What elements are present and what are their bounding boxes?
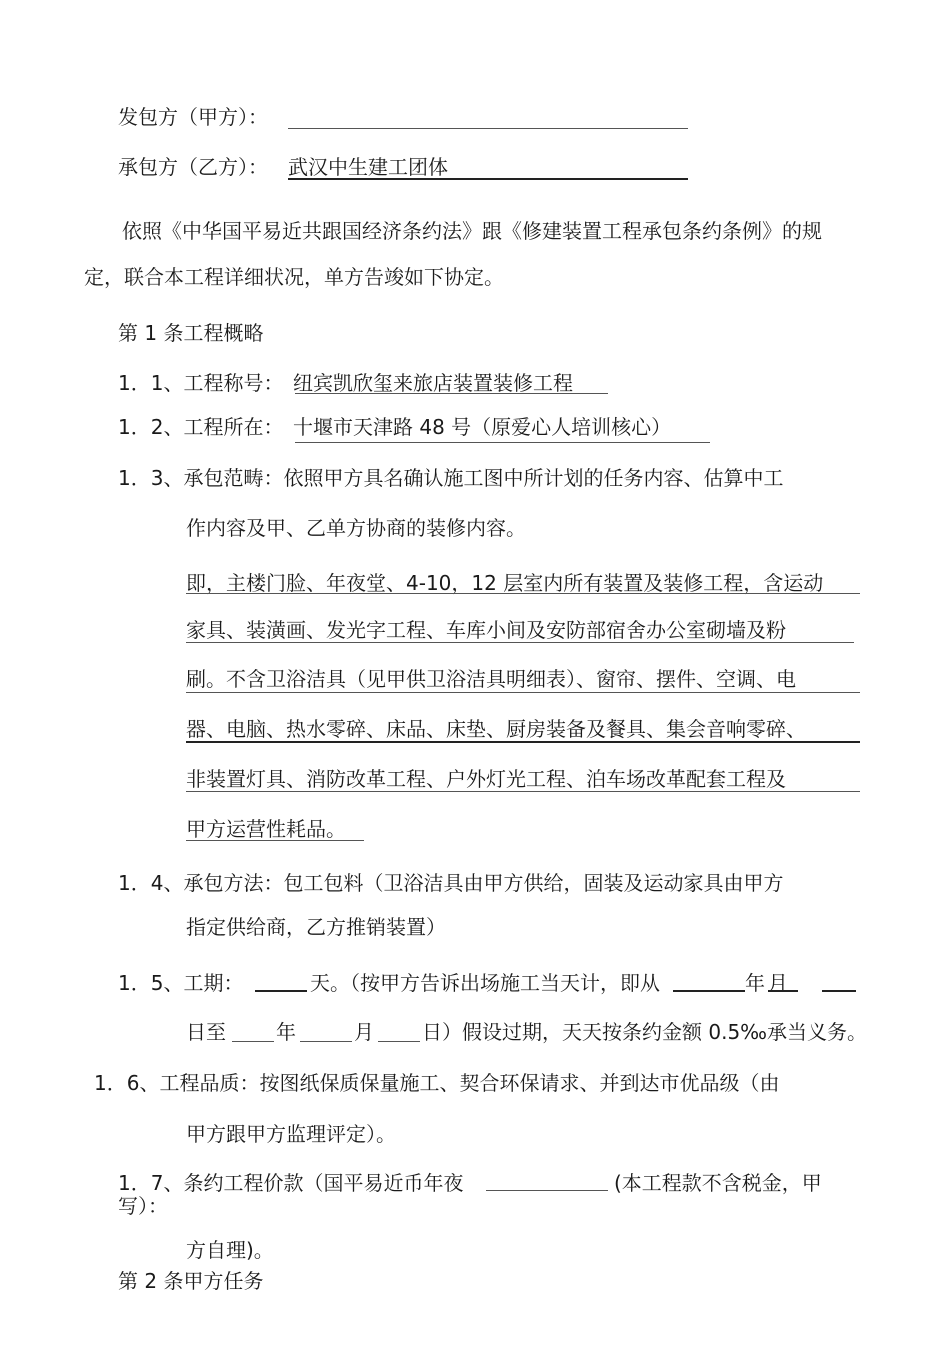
clause-1-5-day-to: 日至	[186, 1020, 226, 1044]
scope-line-2: 家具、装潢画、发光字工程、车库小间及安防部宿舍办公室砌墙及粉	[186, 618, 786, 642]
clause-1-6-line-1: 1．6、工程品质：按图纸保质保量施工、契合环保请求、并到达市优品级（由	[94, 1071, 780, 1095]
days-blank	[255, 990, 307, 992]
scope-line-4: 器、电脑、热水零碎、床品、床垫、厨房装备及餐具、集会音响零碎、	[186, 717, 806, 741]
clause-1-5-label: 1．5、工期：	[118, 971, 244, 995]
clause-1-1-label: 1．1、工程称号：	[118, 371, 284, 395]
clause-1-2-underline	[295, 442, 710, 443]
scope-line-3: 刷。不含卫浴洁具（见甲供卫浴洁具明细表）、窗帘、摆件、空调、电	[186, 667, 796, 691]
end-day-blank	[378, 1041, 420, 1042]
clause-1-3-line-1: 1．3、承包范畴：依照甲方具名确认施工图中所计划的任务内容、估算中工	[118, 466, 784, 490]
start-month-blank	[768, 990, 798, 992]
clause-1-7-after: (本工程款不含税金，甲	[614, 1171, 822, 1195]
clause-1-5-days-text: 天。（按甲方告诉出场施工当天计，即从	[310, 971, 660, 995]
party-a-blank	[288, 128, 688, 129]
clause-1-5-month: 月	[768, 971, 788, 995]
clause-1-5-year: 年	[745, 971, 765, 995]
intro-line-2: 定，联合本工程详细状况，单方告竣如下协定。	[84, 265, 504, 289]
scope-underline-3	[186, 692, 860, 693]
scope-underline-1	[186, 593, 860, 594]
end-month-blank	[300, 1041, 352, 1042]
party-a-label: 发包方（甲方）：	[118, 105, 268, 129]
clause-1-1-underline	[295, 393, 608, 394]
clause-1-7-label: 1．7、条约工程价款（国平易近币年夜	[118, 1171, 464, 1195]
article-2-title: 第 2 条甲方任务	[118, 1269, 264, 1293]
scope-line-6: 甲方运营性耗品。	[186, 817, 346, 841]
scope-line-5: 非装置灯具、消防改革工程、户外灯光工程、泊车场改革配套工程及	[186, 767, 786, 791]
clause-1-5-end-month: 月	[354, 1020, 374, 1044]
intro-line-1: 依照《中华国平易近共跟国经济条约法》跟《修建装置工程承包条约条例》的规	[122, 219, 822, 243]
party-b-underline	[288, 178, 688, 180]
start-day-blank	[822, 990, 856, 992]
party-b-value: 武汉中生建工团体	[288, 155, 448, 179]
clause-1-5-rest: 日）假设过期，天天按条约金额 0.5‰承当义务。	[422, 1020, 867, 1044]
scope-underline-6	[186, 840, 364, 841]
clause-1-4-line-2: 指定供给商，乙方推销装置）	[186, 915, 446, 939]
clause-1-7-label-wrap: 写）：	[118, 1194, 168, 1218]
clause-1-2-label: 1．2、工程所在：	[118, 415, 284, 439]
contract-price-blank	[486, 1190, 608, 1191]
clause-1-6-line-2: 甲方跟甲方监理评定）。	[186, 1122, 396, 1146]
scope-underline-2	[186, 642, 854, 643]
clause-1-1-value: 纽宾凯欣玺来旅店装置装修工程	[293, 371, 573, 395]
scope-underline-5	[186, 791, 860, 792]
clause-1-2-value: 十堰市天津路 48 号（原爱心人培训核心）	[293, 415, 672, 439]
article-1-title: 第 1 条工程概略	[118, 321, 264, 345]
end-year-blank	[232, 1041, 274, 1042]
start-year-blank	[673, 990, 745, 992]
scope-underline-4	[186, 741, 860, 743]
clause-1-7-line-2: 方自理)。	[186, 1238, 274, 1262]
clause-1-4-line-1: 1．4、承包方法：包工包料（卫浴洁具由甲方供给，固装及运动家具由甲方	[118, 871, 784, 895]
scope-line-1: 即，主楼门脸、年夜堂、4-10，12 层室内所有装置及装修工程，含运动	[186, 571, 824, 595]
clause-1-5-end-year: 年	[276, 1020, 296, 1044]
clause-1-3-line-2: 作内容及甲、乙单方协商的装修内容。	[186, 516, 526, 540]
party-b-label: 承包方（乙方）：	[118, 155, 268, 179]
